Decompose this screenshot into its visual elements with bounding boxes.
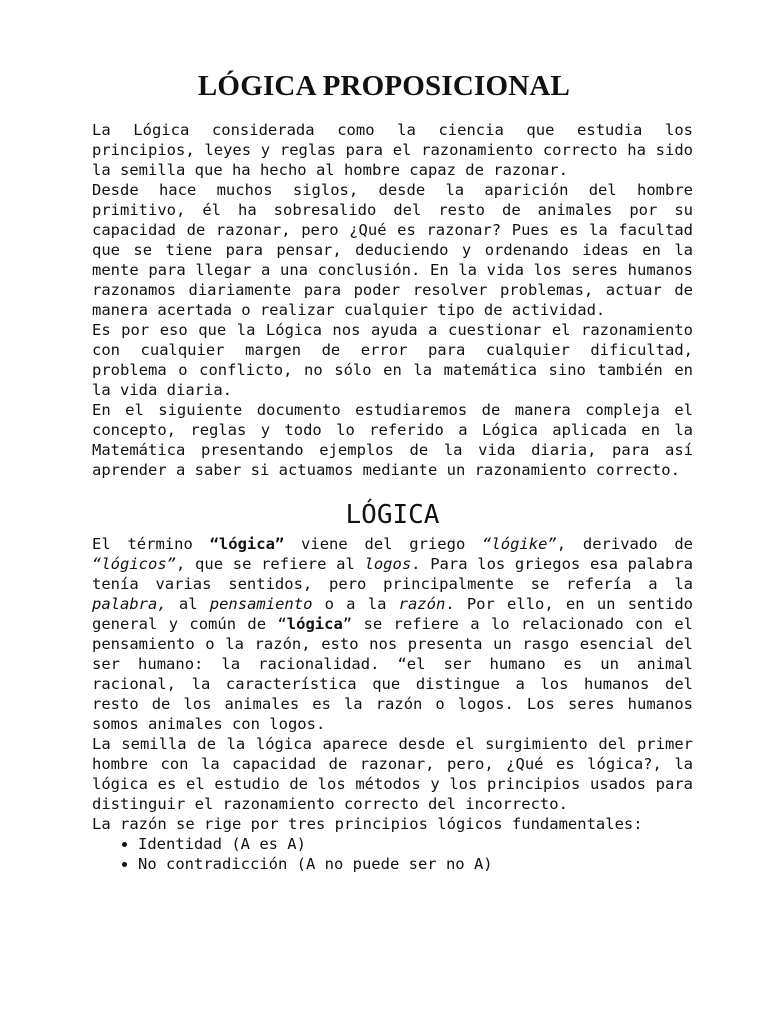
section-paragraph-2: La semilla de la lógica aparece desde el surgimiento del primer hombre con la capacidad de razonar, pero, ¿Qué es lógica?, la lógica es el estudio de los métodos y los principios usados para distinguir el razonamiento correcto del incorrecto. xyxy=(92,735,693,813)
text-run: ” se refiere a lo relacionado con el pensamiento o la razón, esto nos presenta un rasgo esencial del ser humano: la racionalidad. “el ser humano es un animal racional, la característica que distingue a los humanos del resto de los animales es la razón o logos. Los seres humanos somos animales con logos. xyxy=(92,615,693,733)
section-paragraph-1 xyxy=(92,534,693,734)
document-body xyxy=(92,120,693,874)
bold-term-logica-2: lógica xyxy=(286,615,343,633)
text-run: . Por ello, en un sentido general y común de “ xyxy=(92,595,694,633)
intro-paragraph-4: En el siguiente documento estudiaremos de manera compleja el concepto, reglas y todo lo referido a Lógica aplicada en la Matemática presentando ejemplos de la vida diaria, para así aprender a saber si actuamos mediante un razonamiento correcto. xyxy=(92,401,693,479)
italic-term-logos: logos xyxy=(364,555,412,573)
italic-term-palabra: palabra, xyxy=(92,595,167,613)
text-run: , que se refiere al xyxy=(176,555,365,573)
section-paragraph-3: La razón se rige por tres principios lógicos fundamentales: xyxy=(92,815,643,833)
italic-term-pensamiento: pensamiento xyxy=(209,595,313,613)
list-item: • Identidad (A es A) xyxy=(138,834,693,854)
text-run: o a la xyxy=(312,595,399,613)
intro-paragraph-2: Desde hace muchos siglos, desde la aparición del hombre primitivo, él ha sobresalido del resto de animales por su capacidad de razonar, pero ¿Qué es razonar? Pues es la facultad que se tiene para pensar, deduciendo y ordenando ideas en la mente para llegar a una conclusión. En la vida los seres humanos razonamos diariamente para poder resolver problemas, actuar de manera acertada o realizar cualquier tipo de actividad. xyxy=(92,181,693,319)
intro-paragraph-1: La Lógica considerada como la ciencia que estudia los principios, leyes y reglas para el razonamiento correcto ha sido la semilla que ha hecho al hombre capaz de razonar. xyxy=(92,121,693,179)
italic-term-logicos: “lógicos” xyxy=(92,555,176,573)
list-item: • No contradicción (A no puede ser no A) xyxy=(138,854,693,874)
document-title: LÓGICA PROPOSICIONAL xyxy=(197,70,571,102)
bold-term-logica: “lógica” xyxy=(209,535,285,553)
text-run: El término xyxy=(92,535,210,553)
intro-paragraph-3: Es por eso que la Lógica nos ayuda a cuestionar el razonamiento con cualquier margen de error para cualquier dificultad, problema o conflicto, no sólo en la matemática sino también en la vida diaria. xyxy=(92,321,693,399)
text-run: , derivado de xyxy=(556,535,693,553)
principles-list xyxy=(92,834,693,874)
italic-term-logike: “lógike” xyxy=(482,535,557,553)
text-run: . Para los griegos esa palabra tenía varias sentidos, pero principalmente se refería a la xyxy=(92,555,693,593)
text-run: al xyxy=(166,595,210,613)
section-heading: LÓGICA xyxy=(345,500,440,530)
text-run: viene del griego xyxy=(284,535,483,553)
italic-term-razon: razón xyxy=(398,595,446,613)
